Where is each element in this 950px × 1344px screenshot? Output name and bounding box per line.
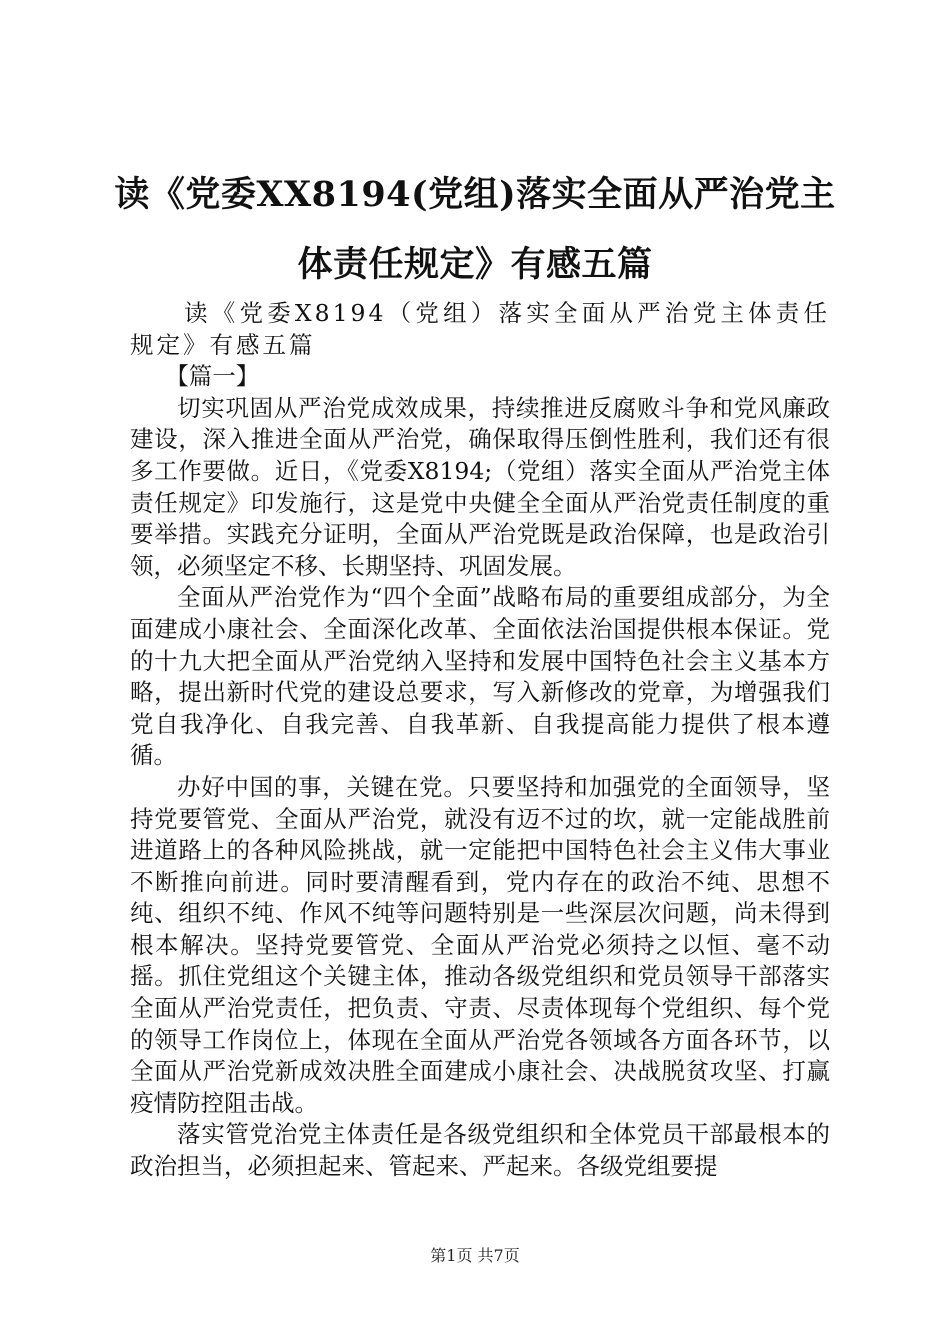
paragraph: 落实管党治党主体责任是各级党组织和全体党员干部最根本的政治担当，必须担起来、管起来、严起来。各级党组要提: [130, 1120, 830, 1181]
title-line-1: 读《党委XX8194(党组)落实全面从严治党主: [114, 174, 836, 215]
title-line-2: 体责任规定》有感五篇: [297, 244, 653, 285]
document-title: [110, 160, 840, 300]
document-subtitle: 读《党委X8194（党组）落实全面从严治党主体责任规定》有感五篇: [130, 299, 830, 359]
document-body: [130, 298, 830, 1183]
section-heading: 【篇一】: [165, 362, 260, 391]
paragraph: 切实巩固从严治党成效成果，持续推进反腐败斗争和党风廉政建设，深入推进全面从严治党，确保取得压倒性胜利，我们还有很多工作要做。近日，《党委X8194;（党组）落实全面从严治党主体责任规定》印发施行，这是党中央健全全面从严治党责任制度的重要举措。实践充分证明，全面从严治党既是政治保障，也是政治引领，必须坚定不移、长期坚持、巩固发展。: [130, 393, 830, 580]
paragraph: 全面从严治党作为“四个全面”战略布局的重要组成部分，为全面建成小康社会、全面深化改革、全面依法治国提供根本保证。党的十九大把全面从严治党纳入坚持和发展中国特色社会主义基本方略，提出新时代党的建设总要求，写入新修改的党章，为增强我们党自我净化、自我完善、自我革新、自我提高能力提供了根本遵循。: [130, 583, 830, 770]
page-footer: 第1页 共7页: [430, 1246, 520, 1265]
paragraph: 办好中国的事，关键在党。只要坚持和加强党的全面领导，坚持党要管党、全面从严治党，就没有迈不过的坎，就一定能战胜前进道路上的各种风险挑战，就一定能把中国特色社会主义伟大事业不断推向前进。同时要清醒看到，党内存在的政治不纯、思想不纯、组织不纯、作风不纯等问题特别是一些深层次问题，尚未得到根本解决。坚持党要管党、全面从严治党必须持之以恒、毫不动摇。抓住党组这个关键主体，推动各级党组织和党员领导干部落实全面从严治党责任，把负责、守责、尽责体现每个党组织、每个党的领导工作岗位上，体现在全面从严治党各领域各方面各环节，以全面从严治党新成效决胜全面建成小康社会、决战脱贫攻坚、打赢疫情防控阻击战。: [130, 772, 830, 1117]
